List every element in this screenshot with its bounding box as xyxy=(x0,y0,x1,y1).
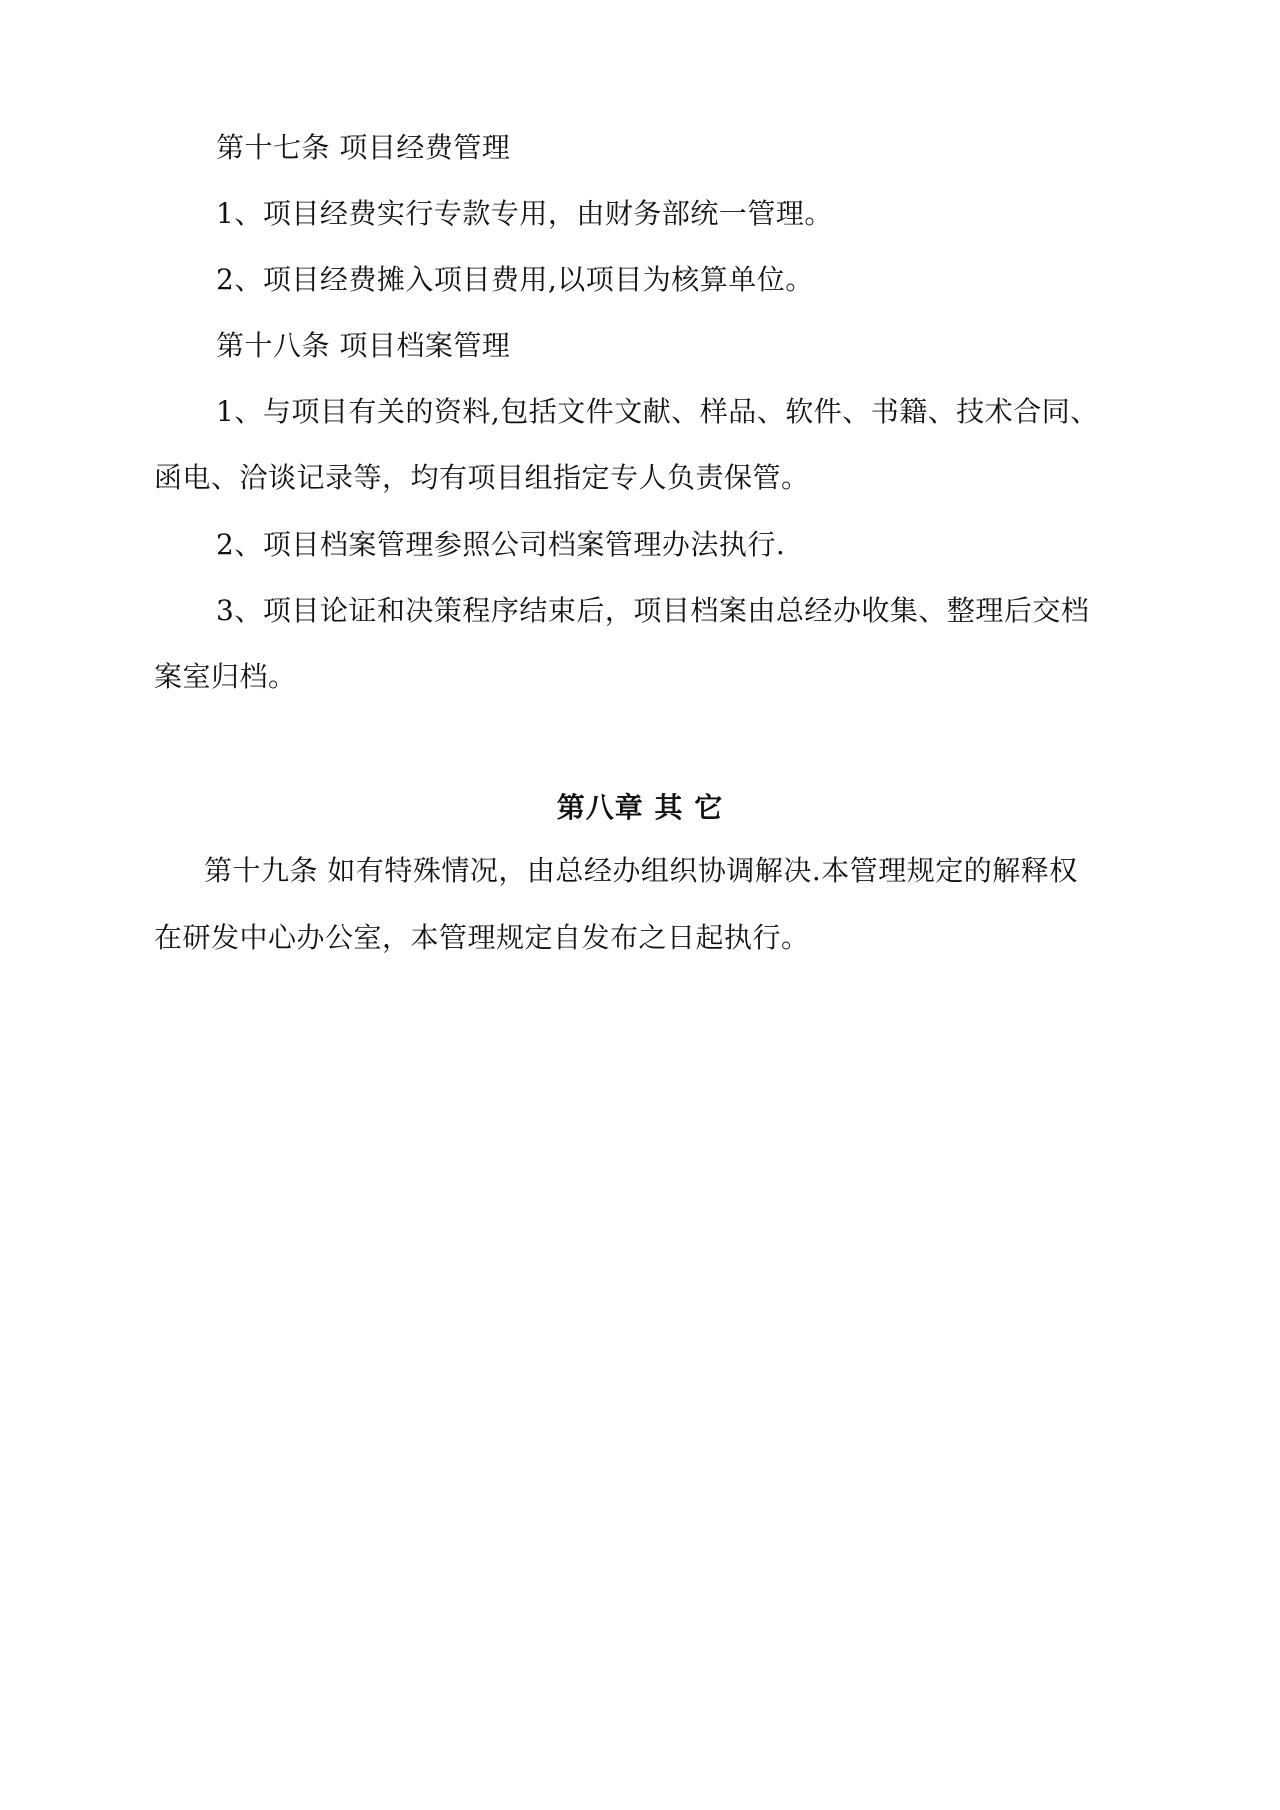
section-18-title: 第十八条 项目档案管理 xyxy=(216,329,511,362)
section-17-item-2: 2、项目经费摊入项目费用,以项目为核算单位。 xyxy=(216,263,814,296)
section-17-title: 第十七条 项目经费管理 xyxy=(216,131,511,164)
section-19-line-2: 在研发中心办公室，本管理规定自发布之日起执行。 xyxy=(154,921,810,954)
section-17-item-1: 1、项目经费实行专款专用，由财务部统一管理。 xyxy=(216,197,833,230)
section-18-item-1-line-1: 1、与项目有关的资料,包括文件文献、样品、软件、书籍、技术合同、 xyxy=(216,395,1099,428)
section-18-item-3-line-1: 3、项目论证和决策程序结束后，项目档案由总经办收集、整理后交档 xyxy=(216,594,1090,627)
section-19-line-1: 第十九条 如有特殊情况，由总经办组织协调解决.本管理规定的解释权 xyxy=(204,854,1078,887)
section-18-item-1-line-2: 函电、洽谈记录等，均有项目组指定专人负责保管。 xyxy=(154,461,810,494)
chapter-8-heading: 第八章 其 它 xyxy=(556,791,724,824)
section-18-item-3-line-2: 案室归档。 xyxy=(154,660,297,693)
section-18-item-2: 2、项目档案管理参照公司档案管理办法执行. xyxy=(216,528,786,561)
